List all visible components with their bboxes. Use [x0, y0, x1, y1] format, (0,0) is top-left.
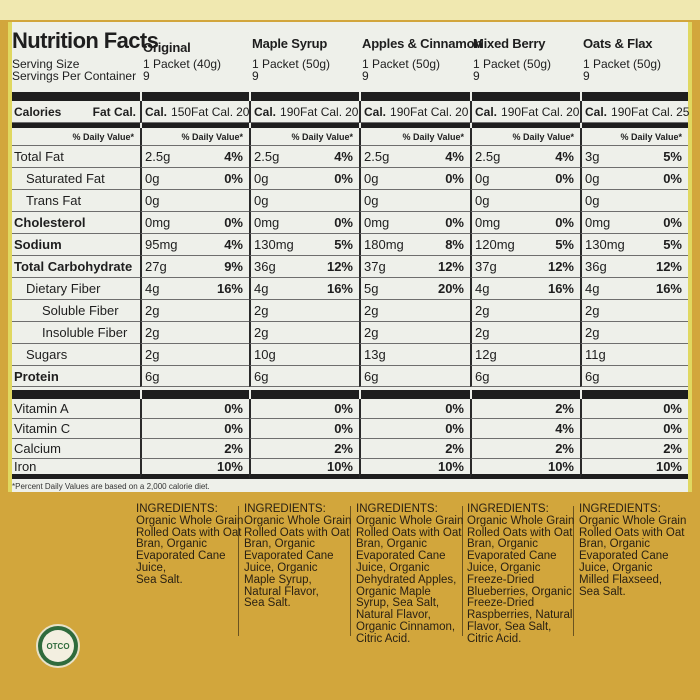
nutrient-amount: 0g [364, 171, 379, 186]
nutrient-amount: 180mg [364, 237, 404, 252]
fat-cal-number: 20 [345, 104, 359, 119]
cal-number: 150 [171, 104, 192, 119]
cal-abbr: Cal. [254, 104, 277, 119]
nutrient-percent: 16% [326, 281, 353, 296]
servings-per-container-label: Servings Per Container [12, 69, 137, 83]
serving-size-label: Serving Size [12, 57, 80, 71]
divider-bar [142, 387, 249, 399]
cal-abbr: Cal. [145, 104, 168, 119]
nutrient-cell [249, 190, 359, 212]
nutrient-cell [580, 212, 688, 234]
cal-abbr: Cal. [585, 104, 608, 119]
calories-value [254, 105, 300, 119]
nutrient-cell [359, 322, 470, 344]
vitamin-cell [470, 419, 580, 439]
vitamin-percent: 10% [326, 459, 353, 474]
vitamin-percent: 4% [555, 421, 574, 436]
nutrient-amount: 2.5g [475, 149, 501, 164]
nutrient-cell [359, 256, 470, 278]
calories-cell-2 [359, 101, 470, 123]
nutrient-amount: 11g [585, 347, 606, 362]
nutrient-cell [470, 212, 580, 234]
vitamin-percent: 2% [224, 441, 243, 456]
nutrient-cell [580, 234, 688, 256]
nutrient-amount: 130mg [585, 237, 625, 252]
nutrient-amount: 2g [254, 325, 269, 340]
header-title-cell [12, 28, 159, 90]
nutrient-amount: 3g [585, 149, 600, 164]
nutrient-label-sat_fat: Saturated Fat [12, 168, 140, 190]
divider-bar [361, 90, 470, 101]
nutrient-amount: 10g [254, 347, 276, 362]
nutrient-percent: 4% [555, 149, 574, 164]
nutrient-amount: 36g [254, 259, 276, 274]
servings-value: 9 [143, 69, 150, 83]
nutrient-cell [470, 300, 580, 322]
product-header-2 [359, 30, 483, 90]
nutrient-amount: 0g [585, 193, 600, 208]
fat-calories-text: Fat Cal. [92, 104, 136, 119]
nutrient-cell [140, 278, 249, 300]
nutrient-cell [249, 256, 359, 278]
divider-bar [142, 90, 249, 101]
vitamin-percent: 10% [655, 459, 682, 474]
vitamin-cell [359, 439, 470, 459]
product-name: Original [143, 40, 191, 55]
nutrient-cell [470, 234, 580, 256]
nutrient-cell [359, 212, 470, 234]
nutrient-amount: 6g [364, 368, 379, 384]
nutrient-cell [359, 344, 470, 366]
nutrient-amount: 36g [585, 259, 607, 274]
nutrient-cell [249, 300, 359, 322]
nutrient-amount: 0g [254, 171, 269, 186]
nutrient-label-chol: Cholesterol [12, 212, 140, 234]
nutrient-amount: 0mg [475, 215, 501, 230]
vitamin-percent: 2% [663, 441, 682, 456]
nutrient-cell [580, 322, 688, 344]
vitamin-cell [580, 459, 688, 479]
nutrient-amount: 2.5g [254, 149, 280, 164]
servings-value: 9 [583, 69, 590, 83]
daily-value-header: % Daily Value* [580, 128, 688, 146]
divider-bar [582, 387, 688, 399]
nutrient-amount: 0g [585, 171, 600, 186]
nutrient-amount: 37g [364, 259, 386, 274]
nutrient-label-trans_fat: Trans Fat [12, 190, 140, 212]
nutrient-cell [140, 366, 249, 387]
divider-bar [582, 90, 688, 101]
nutrient-percent: 5% [334, 237, 353, 252]
nutrient-amount: 120mg [475, 237, 515, 252]
nutrient-cell [470, 278, 580, 300]
vitamin-percent: 0% [445, 421, 464, 436]
vitamin-cell [249, 399, 359, 419]
nutrient-cell [140, 300, 249, 322]
nutrient-amount: 37g [475, 259, 497, 274]
nutrient-percent: 12% [437, 259, 464, 274]
nutrient-percent: 16% [216, 281, 243, 296]
product-name: Apples & Cinnamon [362, 36, 483, 51]
nutrient-amount: 2g [585, 325, 600, 340]
nutrient-amount: 0g [364, 193, 379, 208]
nutrient-percent: 0% [663, 171, 682, 186]
product-name: Oats & Flax [583, 36, 653, 51]
nutrient-amount: 4g [475, 281, 490, 296]
nutrient-label-total_fat: Total Fat [12, 146, 140, 168]
nutrient-cell [580, 344, 688, 366]
ingredients-original: INGREDIENTS: Organic Whole Grain Rolled Oats with Oat Bran, Organic Evaporated Cane Juice, Sea Salt. [136, 503, 244, 586]
nutrient-amount: 2g [145, 303, 160, 318]
vitamin-percent: 10% [437, 459, 464, 474]
nutrient-percent: 0% [663, 215, 682, 230]
nutrient-cell [140, 234, 249, 256]
calories-cell-3 [470, 101, 580, 123]
nutrient-percent: 0% [555, 215, 574, 230]
nutrient-amount: 0g [475, 171, 490, 186]
nutrient-cell [140, 190, 249, 212]
nutrient-amount: 6g [585, 368, 600, 384]
vitamin-percent: 0% [334, 401, 353, 416]
ingredients-band [0, 504, 700, 700]
nutrient-amount: 0g [145, 171, 160, 186]
divider-bar [251, 90, 359, 101]
nutrient-percent: 5% [663, 149, 682, 164]
nutrient-amount: 0mg [254, 215, 280, 230]
vitamin-percent: 0% [224, 401, 243, 416]
nutrient-cell [359, 300, 470, 322]
vitamin-percent: 2% [555, 441, 574, 456]
nutrient-percent: 0% [445, 171, 464, 186]
vitamin-cell [580, 439, 688, 459]
nutrient-amount: 0mg [364, 215, 390, 230]
page-title: Nutrition Facts [12, 28, 159, 53]
nutrient-cell [249, 234, 359, 256]
calories-value [145, 105, 191, 119]
serving-size-value: 1 Packet (50g) [583, 57, 662, 71]
nutrient-percent: 0% [334, 171, 353, 186]
nutrient-amount: 0mg [585, 215, 611, 230]
vitamin-percent: 2% [334, 441, 353, 456]
calories-value [364, 105, 410, 119]
vitamin-label-calcium: Calcium [12, 439, 140, 459]
vitamin-cell [580, 399, 688, 419]
nutrient-percent: 9% [224, 259, 243, 274]
nutrient-label-protein: Protein [12, 366, 140, 387]
product-header-3 [470, 30, 580, 90]
vitamin-label-iron: Iron [12, 459, 140, 479]
daily-value-header: % Daily Value* [140, 128, 249, 146]
nutrient-cell [359, 146, 470, 168]
nutrient-amount: 2g [254, 303, 269, 318]
nutrient-percent: 0% [334, 215, 353, 230]
nutrient-percent: 12% [326, 259, 353, 274]
calories-text: Calories [14, 104, 62, 119]
nutrient-cell [470, 366, 580, 387]
nutrient-cell [359, 234, 470, 256]
ingredients-maple-syrup: INGREDIENTS: Organic Whole Grain Rolled Oats with Oat Bran, Organic Evaporated Cane Juice, Organic Maple Syrup, Natural Flavor, Sea Salt. [244, 503, 352, 610]
vitamin-percent: 0% [445, 401, 464, 416]
top-strip [0, 0, 700, 20]
calories-cell-4 [580, 101, 688, 123]
product-header-1 [249, 30, 359, 90]
fat-cal-abbr: Fat Cal. [300, 104, 343, 119]
nutrient-cell [140, 322, 249, 344]
nutrient-amount: 4g [145, 281, 160, 296]
nutrient-percent: 4% [224, 149, 243, 164]
nutrient-amount: 13g [364, 347, 386, 362]
nutrient-amount: 0mg [145, 215, 171, 230]
nutrient-label-sugars: Sugars [12, 344, 140, 366]
nutrient-percent: 8% [445, 237, 464, 252]
serving-size-value: 1 Packet (50g) [252, 57, 331, 71]
nutrient-label-insol_fiber: Insoluble Fiber [12, 322, 140, 344]
vitamin-cell [140, 419, 249, 439]
nutrient-amount: 2g [585, 303, 600, 318]
nutrient-cell [359, 168, 470, 190]
cal-number: 190 [280, 104, 301, 119]
nutrient-cell [249, 212, 359, 234]
nutrient-amount: 2g [364, 325, 379, 340]
nutrient-amount: 95mg [145, 237, 178, 252]
vitamin-percent: 0% [334, 421, 353, 436]
nutrient-amount: 0g [145, 193, 160, 208]
divider-bar [472, 90, 580, 101]
nutrient-cell [359, 366, 470, 387]
nutrient-cell [249, 146, 359, 168]
organic-seal-label: OTCO [42, 630, 74, 662]
fat-calories-value [410, 105, 468, 119]
divider-bar [251, 387, 359, 399]
vitamin-cell [359, 399, 470, 419]
vitamin-cell [249, 459, 359, 479]
nutrient-amount: 2g [145, 325, 160, 340]
vitamin-cell [249, 419, 359, 439]
vitamin-cell [580, 419, 688, 439]
cal-number: 190 [501, 104, 522, 119]
fat-cal-number: 20 [455, 104, 469, 119]
ingredients-mixed-berry: INGREDIENTS: Organic Whole Grain Rolled Oats with Oat Bran, Organic Evaporated Cane Juice, Organic Freeze-Dried Blueberries, Organic Freeze-Dried Raspberries, Natural Flavor, Sea Salt, Citric Acid. [467, 503, 575, 645]
nutrient-cell [470, 146, 580, 168]
nutrient-cell [359, 278, 470, 300]
serving-size-value: 1 Packet (50g) [362, 57, 441, 71]
nutrient-cell [140, 256, 249, 278]
servings-value: 9 [252, 69, 259, 83]
nutrient-cell [249, 168, 359, 190]
product-header-0 [140, 30, 249, 90]
nutrient-amount: 6g [475, 368, 490, 384]
nutrient-cell [249, 278, 359, 300]
vitamin-cell [470, 439, 580, 459]
vitamin-cell [140, 459, 249, 479]
nutrient-cell [359, 190, 470, 212]
nutrient-label-sodium: Sodium [12, 234, 140, 256]
nutrient-cell [140, 344, 249, 366]
serving-size-value: 1 Packet (50g) [473, 57, 552, 71]
organic-seal-icon [36, 624, 80, 668]
vitamin-cell [359, 459, 470, 479]
serving-size-value: 1 Packet (40g) [143, 57, 222, 71]
cal-number: 190 [390, 104, 411, 119]
nutrient-percent: 0% [224, 215, 243, 230]
servings-value: 9 [473, 69, 480, 83]
nutrient-amount: 4g [254, 281, 269, 296]
vitamin-cell [140, 439, 249, 459]
nutrient-cell [580, 300, 688, 322]
daily-value-header: % Daily Value* [12, 128, 140, 146]
nutrient-cell [249, 366, 359, 387]
vitamin-label-a: Vitamin A [12, 399, 140, 419]
nutrient-percent: 4% [445, 149, 464, 164]
fat-calories-value [300, 105, 358, 119]
nutrient-percent: 5% [663, 237, 682, 252]
vitamin-cell [470, 399, 580, 419]
nutrient-amount: 6g [254, 368, 269, 384]
servings-value: 9 [362, 69, 369, 83]
nutrient-percent: 4% [334, 149, 353, 164]
vitamin-percent: 0% [224, 421, 243, 436]
cal-number: 190 [611, 104, 632, 119]
calories-value [475, 105, 521, 119]
vitamin-cell [359, 419, 470, 439]
product-name: Maple Syrup [252, 36, 328, 51]
divider-bar [472, 387, 580, 399]
calories-cell-0 [140, 101, 249, 123]
vitamin-percent: 2% [445, 441, 464, 456]
nutrient-percent: 0% [224, 171, 243, 186]
fat-calories-value [191, 105, 249, 119]
nutrient-cell [140, 168, 249, 190]
nutrient-amount: 2g [475, 325, 490, 340]
calories-value [585, 105, 631, 119]
ingredients-oats-flax: INGREDIENTS: Organic Whole Grain Rolled Oats with Oat Bran, Organic Evaporated Cane Juice, Organic Milled Flaxseed, Sea Salt. [579, 503, 687, 598]
nutrient-percent: 0% [445, 215, 464, 230]
product-header-4 [580, 30, 688, 90]
nutrient-cell [470, 322, 580, 344]
vitamin-percent: 2% [555, 401, 574, 416]
fat-cal-abbr: Fat Cal. [410, 104, 453, 119]
daily-value-header: % Daily Value* [359, 128, 470, 146]
nutrient-amount: 2g [475, 303, 490, 318]
fat-cal-number: 20 [236, 104, 250, 119]
nutrient-amount: 2g [364, 303, 379, 318]
nutrient-cell [580, 146, 688, 168]
cal-abbr: Cal. [364, 104, 387, 119]
vitamin-percent: 10% [547, 459, 574, 474]
calories-cell-1 [249, 101, 359, 123]
vitamin-cell [249, 439, 359, 459]
nutrient-amount: 6g [145, 368, 160, 384]
vitamin-percent: 10% [216, 459, 243, 474]
fat-cal-abbr: Fat Cal. [521, 104, 564, 119]
nutrient-percent: 5% [555, 237, 574, 252]
cal-abbr: Cal. [475, 104, 498, 119]
nutrient-percent: 16% [655, 281, 682, 296]
fat-cal-abbr: Fat Cal. [191, 104, 234, 119]
nutrient-cell [470, 168, 580, 190]
nutrient-amount: 2.5g [364, 149, 390, 164]
daily-value-header: % Daily Value* [249, 128, 359, 146]
nutrient-label-carb: Total Carbohydrate [12, 256, 140, 278]
divider-bar [12, 387, 140, 399]
nutrient-percent: 0% [555, 171, 574, 186]
nutrient-cell [470, 344, 580, 366]
nutrient-amount: 4g [585, 281, 600, 296]
nutrient-amount: 0g [254, 193, 269, 208]
nutrient-percent: 4% [224, 237, 243, 252]
vitamin-label-c: Vitamin C [12, 419, 140, 439]
nutrient-cell [249, 322, 359, 344]
nutrient-label-sol_fiber: Soluble Fiber [12, 300, 140, 322]
nutrient-cell [140, 212, 249, 234]
nutrient-amount: 27g [145, 259, 167, 274]
nutrient-cell [580, 278, 688, 300]
nutrient-amount: 5g [364, 281, 379, 296]
nutrient-cell [580, 168, 688, 190]
vitamin-percent: 0% [663, 401, 682, 416]
fat-cal-number: 20 [566, 104, 580, 119]
fat-calories-value [521, 105, 579, 119]
daily-value-header: % Daily Value* [470, 128, 580, 146]
nutrient-amount: 2.5g [145, 149, 171, 164]
nutrient-percent: 12% [655, 259, 682, 274]
nutrient-amount: 0g [475, 193, 490, 208]
nutrient-cell [249, 344, 359, 366]
nutrition-facts-table [12, 30, 688, 479]
nutrient-cell [580, 190, 688, 212]
nutrient-percent: 20% [437, 281, 464, 296]
fat-cal-abbr: Fat Cal. [631, 104, 674, 119]
product-name: Mixed Berry [473, 36, 546, 51]
nutrient-amount: 2g [145, 347, 160, 362]
fat-calories-value [631, 105, 689, 119]
nutrient-label-fiber: Dietary Fiber [12, 278, 140, 300]
footnote: *Percent Daily Values are based on a 2,000 calorie diet. [12, 482, 210, 491]
nutrient-cell [580, 366, 688, 387]
vitamin-percent: 0% [663, 421, 682, 436]
divider-bar [12, 90, 140, 101]
nutrient-cell [140, 146, 249, 168]
nutrient-amount: 130mg [254, 237, 294, 252]
nutrient-percent: 12% [547, 259, 574, 274]
nutrient-cell [470, 256, 580, 278]
nutrient-amount: 12g [475, 347, 497, 362]
calories-label [12, 101, 140, 123]
vitamin-cell [140, 399, 249, 419]
nutrient-cell [470, 190, 580, 212]
vitamin-cell [470, 459, 580, 479]
nutrient-cell [580, 256, 688, 278]
fat-cal-number: 25 [676, 104, 690, 119]
ingredients-apples-cinnamon: INGREDIENTS: Organic Whole Grain Rolled Oats with Oat Bran, Organic Evaporated Cane Juice, Organic Dehydrated Apples, Organic Maple Syrup, Sea Salt, Natural Flavor, Organic Cinnamon, Citric Acid. [356, 503, 464, 645]
divider-bar [361, 387, 470, 399]
nutrient-percent: 16% [547, 281, 574, 296]
